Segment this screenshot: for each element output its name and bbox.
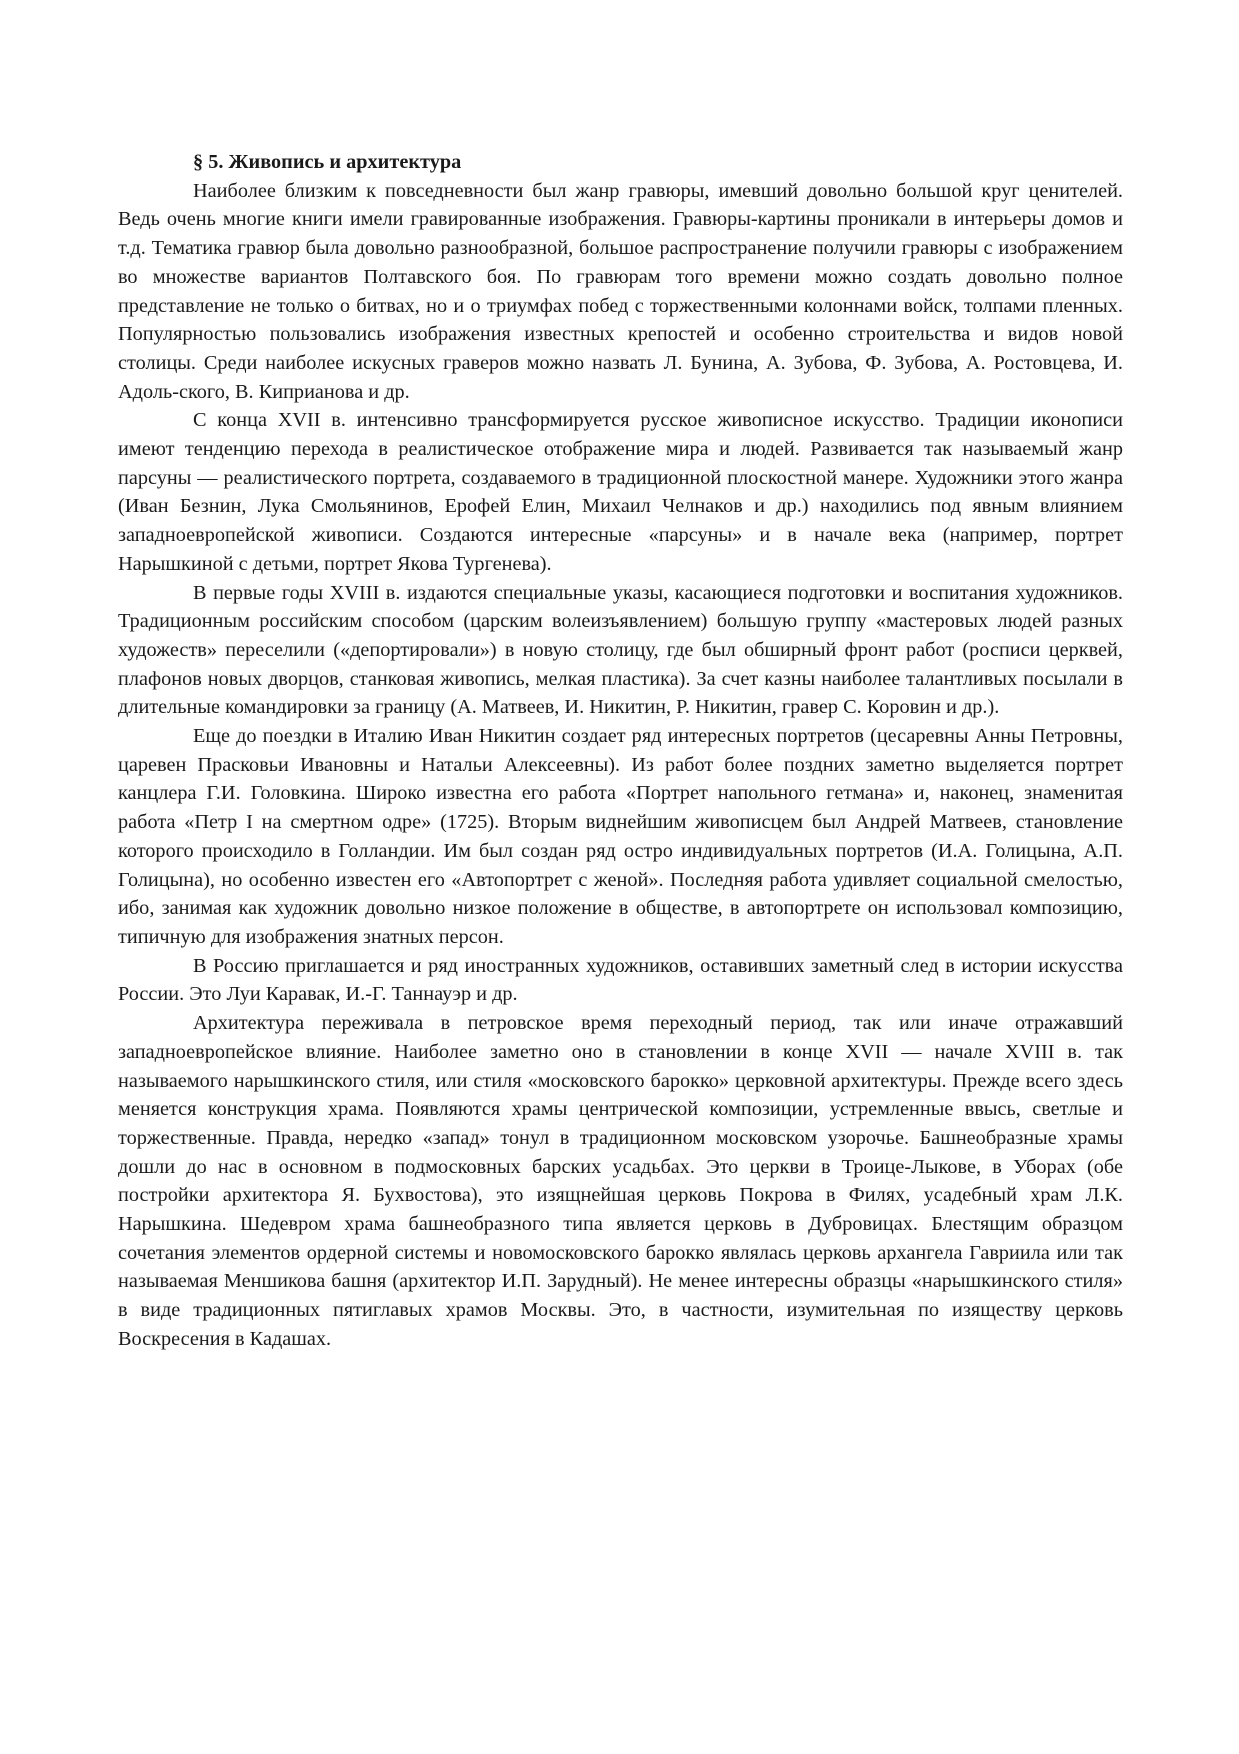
paragraph-foreign-artists: В Россию приглашается и ряд иностранных художников, оставивших заметный след в истории искусства России. Это Луи Каравак, И.-Г. Таннауэр и др.: [118, 954, 1123, 1006]
paragraph-nikitin-matveev: Еще до поездки в Италию Иван Никитин создает ряд интересных портретов (цесаревны Анны Петровны, царевен Прасковьи Ивановны и Натальи Алексеевны). Из работ более поздних заметно выделяется портрет канцлера Г.И. Головкина. Широко известна его работа «Портрет напольного гетмана» и, наконец, знаменитая работа «Петр I на смертном одре» (1725). Вторым виднейшим живописцем был Андрей Матвеев, становление которого происходило в Голландии. Им был создан ряд остро индивидуальных портретов (И.А. Голицына, А.П. Голицына), но особенно известен его «Автопортрет с женой». Последняя работа удивляет социальной смелостью, ибо, занимая как художник довольно низкое положение в обществе, в автопортрете он использовал композицию, типичную для изображения знатных персон.: [118, 725, 1123, 948]
document-page: [118, 148, 1123, 1354]
paragraph-architecture: Архитектура переживала в петровское время переходный период, так или иначе отражавший западноевропейское влияние. Наиболее заметно оно в становлении в конце XVII — начале XVIII в. так называемого нарышкинского стиля, или стиля «московского барокко» церковной архитектуры. Прежде всего здесь меняется конструкция храма. Появляются храмы центрической композиции, устремленные ввысь, светлые и торжественные. Правда, нередко «запад» тонул в традиционном московском узорочье. Башнеобразные храмы дошли до нас в основном в подмосковных барских усадьбах. Это церкви в Троице-Лыкове, в Уборах (обе постройки архитектора Я. Бухвостова), это изящнейшая церковь Покрова в Филях, усадебный храм Л.К. Нарышкина. Шедевром храма башнеобразного типа является церковь в Дубровицах. Блестящим образцом сочетания элементов ордерной системы и новомосковского барокко являлась церковь архангела Гавриила или так называемая Меншикова башня (архитектор И.П. Зарудный). Не менее интересны образцы «нарышкинского стиля» в виде традиционных пятиглавых храмов Москвы. Это, в частности, изумительная по изяществу церковь Воскресения в Кадашах.: [118, 1012, 1123, 1350]
paragraph-parsuna: С конца XVII в. интенсивно трансформируется русское живописное искусство. Традиции иконописи имеют тенденцию перехода в реалистическое отображение мира и людей. Развивается так называемый жанр парсуны — реалистического портрета, создаваемого в традиционной плоскостной манере. Художники этого жанра (Иван Безнин, Лука Смольянинов, Ерофей Елин, Михаил Челнаков и др.) находились под явным влиянием западноевропейской живописи. Создаются интересные «парсуны» и в начале века (например, портрет Нарышкиной с детьми, портрет Якова Тургенева).: [118, 409, 1123, 575]
paragraph-artist-training: В первые годы XVIII в. издаются специальные указы, касающиеся подготовки и воспитания художников. Традиционным российским способом (царским волеизъявлением) большую группу «мастеровых людей разных художеств» переселили («депортировали») в новую столицу, где был обширный фронт работ (росписи церквей, плафонов новых дворцов, станковая живопись, мелкая пластика). За счет казны наиболее талантливых посылали в длительные командировки за границу (А. Матвеев, И. Никитин, Р. Никитин, гравер С. Коровин и др.).: [118, 581, 1123, 719]
paragraph-engraving: Наиболее близким к повседневности был жанр гравюры, имевший довольно большой круг ценителей. Ведь очень многие книги имели гравированные изображения. Гравюры-картины проникали в интерьеры домов и т.д. Тематика гравюр была довольно разнообразной, большое распространение получили гравюры с изображением во множестве вариантов Полтавского боя. По гравюрам того времени можно создать довольно полное представление не только о битвах, но и о триумфах побед с торжественными колоннами войск, толпами пленных. Популярностью пользовались изображения известных крепостей и особенно строительства и видов новой столицы. Среди наиболее искусных граверов можно назвать Л. Бунина, А. Зубова, Ф. Зубова, А. Ростовцева, И. Адоль-ского, В. Киприанова и др.: [118, 179, 1123, 403]
section-heading: § 5. Живопись и архитектура: [193, 151, 462, 173]
